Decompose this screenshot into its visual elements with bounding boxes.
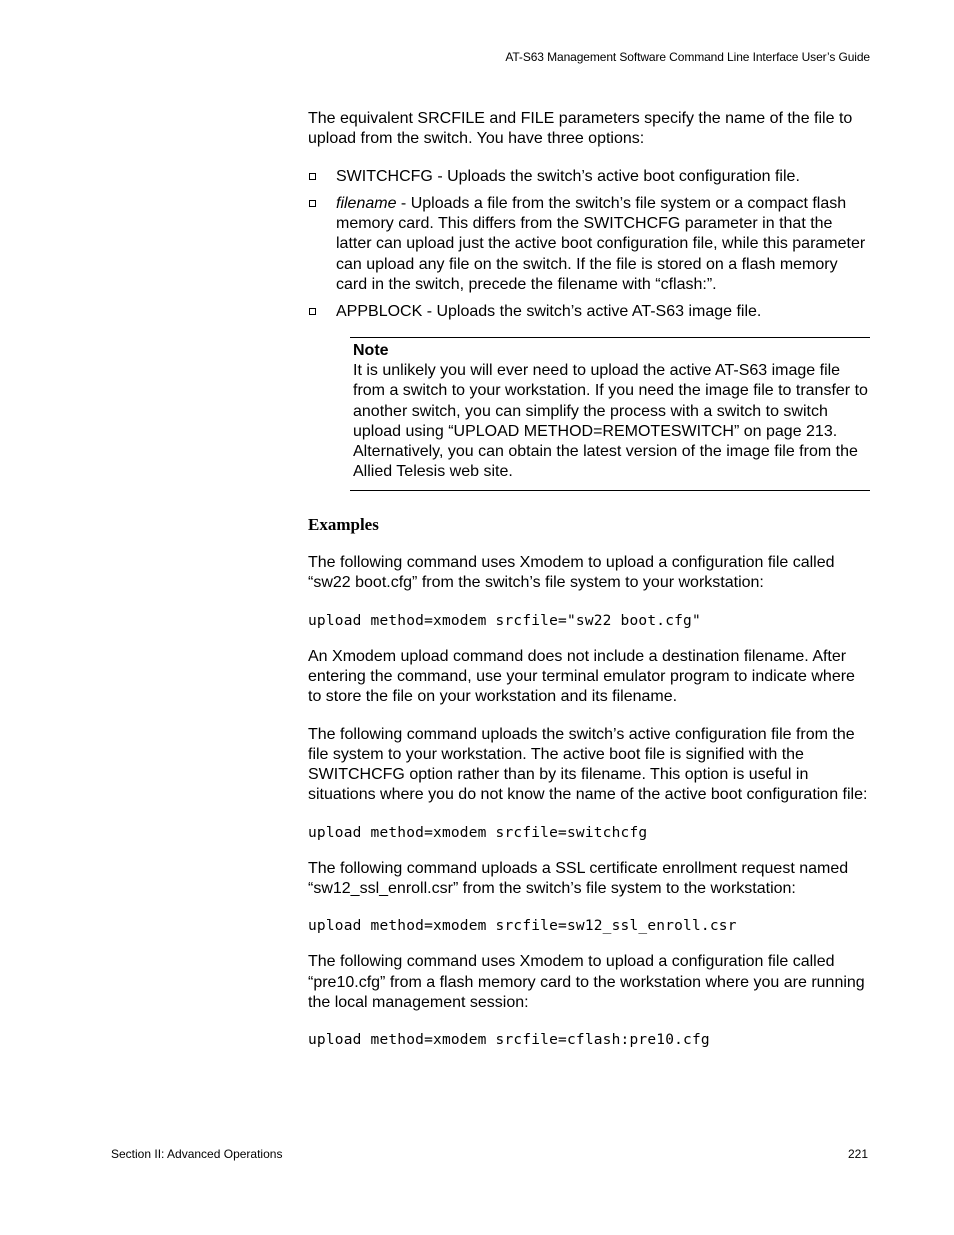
example-paragraph-1: The following command uses Xmodem to upload a configuration file called “sw22 boot.cfg” from the switch’s file system to your workstation: — [308, 554, 835, 592]
code-example-2: upload method=xmodem srcfile=switchcfg — [308, 824, 648, 841]
note-text: It is unlikely you will ever need to upload the active AT-S63 image file from a switch to your workstation. If you need the image file to transfer to another switch, you can simplify the process with a switch to switch upload using “UPLOAD METHOD=REMOTESWITCH” on page 213. Alternatively, you can obtain the latest version of the image file from the Allied Telesis web site. — [353, 361, 868, 481]
option-text: SWITCHCFG - Uploads the switch’s active boot configuration file. — [336, 167, 800, 185]
checkbox-bullet-icon — [309, 173, 316, 180]
code-example-4: upload method=xmodem srcfile=cflash:pre10.cfg — [308, 1032, 710, 1049]
note-title: Note — [353, 341, 389, 359]
page-number: 221 — [847, 1147, 868, 1161]
checkbox-bullet-icon — [309, 308, 316, 315]
option-text: APPBLOCK - Uploads the switch’s active AT-S63 image file. — [336, 303, 762, 321]
note-box — [350, 337, 870, 491]
example-paragraph-4: The following command uploads a SSL certificate enrollment request named “sw12_ssl_enroll.csr” from the switch’s file system to the workstation: — [308, 859, 849, 898]
example-paragraph-3: The following command uploads the switch’s active configuration file from the file system to your workstation. The active boot file is signified with the SWITCHCFG option rather than by its filename. This option is useful in situations where you do not know the name of the active boot configuration file: — [308, 725, 868, 804]
examples-heading: Examples — [308, 514, 379, 534]
running-header: AT-S63 Management Software Command Line Interface User’s Guide — [505, 50, 870, 64]
example-paragraph-5: The following command uses Xmodem to upload a configuration file called “pre10.cfg” from a flash memory card to the workstation where you are running the local management session: — [308, 953, 865, 1011]
list-item — [308, 167, 870, 187]
example-paragraph-2: An Xmodem upload command does not include a destination filename. After entering the command, use your terminal emulator program to indicate where to store the file on your workstation and its filename. — [308, 647, 855, 706]
page-body — [308, 109, 870, 1066]
checkbox-bullet-icon — [309, 200, 316, 207]
list-item — [308, 194, 870, 295]
list-item — [308, 302, 870, 322]
footer-section: Section II: Advanced Operations — [111, 1147, 283, 1161]
intro-paragraph: The equivalent SRCFILE and FILE parameters specify the name of the file to upload from the switch. You have three options: — [308, 110, 853, 148]
option-term: filename — [336, 194, 397, 212]
code-example-3: upload method=xmodem srcfile=sw12_ssl_enroll.csr — [308, 918, 737, 935]
option-text: - Uploads a file from the switch’s file system or a compact flash memory card. This differs from the SWITCHCFG parameter in that the latter can upload just the active boot configuration file, while this parameter can upload any file on the switch. If the file is stored on a flash memory card in the switch, precede the filename with “cflash:”. — [336, 194, 866, 294]
code-example-1: upload method=xmodem srcfile="sw22 boot.cfg" — [308, 612, 701, 629]
options-list — [308, 167, 870, 323]
